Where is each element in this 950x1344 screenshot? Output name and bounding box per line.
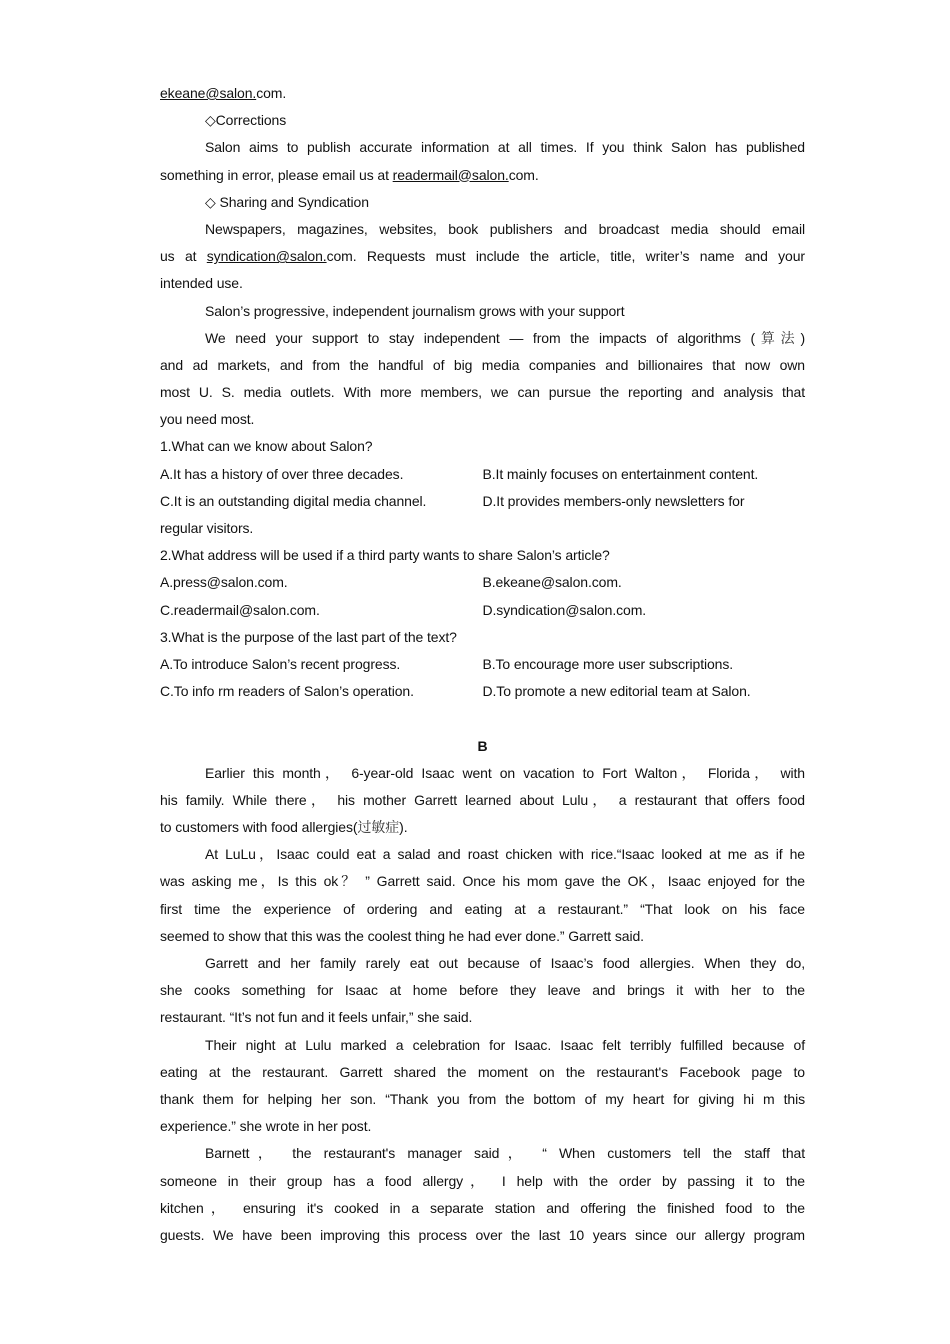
text-segment: Barnett， the restaurant's manager said， “ When customers tell the staff that (205, 1145, 805, 1162)
text-line (160, 1032, 805, 1059)
text-line (160, 298, 805, 325)
text-line (160, 515, 805, 542)
text-segment: regular visitors. (160, 520, 254, 536)
text-line (160, 1059, 805, 1086)
text-segment: ). (399, 819, 408, 836)
text-segment: guests. We have been improving this process over the last 10 years since our allergy program (160, 1226, 805, 1243)
text-segment: she cooks something for Isaac at home before they leave and brings it with her to the (160, 982, 805, 999)
text-line (160, 1222, 805, 1249)
text-segment: eating at the restaurant. Garrett shared the moment on the restaurant's Facebook page to (160, 1063, 805, 1080)
answer-option: C.To info rm readers of Salon’s operation. (160, 683, 414, 700)
email-link[interactable]: ekeane@salon. (160, 85, 257, 101)
text-segment: experience.” she wrote in her post. (160, 1118, 372, 1135)
text-segment: Earlier this month， 6-year-old Isaac went on vacation to Fort Walton， Florida， with (205, 764, 805, 781)
text-line (160, 1168, 805, 1195)
text-segment: We need your support to stay independent — from the impacts of algorithms ( (205, 329, 756, 346)
answer-option: B.ekeane@salon.com. (482, 574, 622, 591)
text-line (160, 624, 805, 651)
text-segment: kitchen， ensuring it's cooked in a separate station and offering the finished food to the (160, 1199, 805, 1216)
text-segment: restaurant. “It’s not fun and it feels unfair,” she said. (160, 1009, 473, 1026)
answer-options-row (160, 597, 805, 624)
email-link[interactable]: syndication@salon. (206, 248, 327, 265)
text-line (160, 107, 805, 134)
text-line (160, 705, 805, 732)
text-line (160, 379, 805, 406)
text-segment: ◇Corrections (205, 112, 287, 129)
text-line (160, 1140, 805, 1167)
text-segment: com. Requests must include the article, title, writer’s name and your (326, 248, 805, 265)
answer-options-row (160, 461, 805, 488)
text-line (160, 1004, 805, 1031)
text-segment: first time the experience of ordering and eating at a restaurant.” “That look on his face (160, 900, 805, 917)
text-line (160, 270, 805, 297)
text-segment: something in error, please email us at (160, 166, 393, 183)
text-segment: com. (256, 85, 287, 101)
text-line (160, 760, 805, 787)
text-segment: Garrett and her family rarely eat out because of Isaac’s food allergies. When they do, (205, 955, 805, 971)
text-line (160, 1195, 805, 1222)
text-line (160, 542, 805, 569)
document-page (160, 80, 805, 1249)
text-segment: was asking me，Is this ok？ ” Garrett said. Once his mom gave the OK，Isaac enjoyed for the (160, 873, 805, 890)
section-heading (160, 733, 805, 760)
text-line (160, 352, 805, 379)
text-segment: you need most. (160, 411, 255, 428)
answer-option: D.It provides members-only newsletters for (482, 492, 745, 509)
text-segment: 2.What address will be used if a third party wants to share Salon’s article? (160, 547, 610, 564)
text-line (160, 977, 805, 1004)
text-segment: 3.What is the purpose of the last part of the text? (160, 628, 457, 645)
text-line (160, 406, 805, 433)
text-segment: to customers with food allergies( (160, 819, 358, 836)
text-segment: intended use. (160, 275, 243, 292)
text-segment: Salon aims to publish accurate information at all times. If you think Salon has published (205, 139, 805, 156)
answer-option: D.syndication@salon.com. (482, 601, 647, 618)
text-line (160, 189, 805, 216)
text-line (160, 243, 805, 270)
text-line (160, 1086, 805, 1113)
text-segment: Newspapers, magazines, websites, book publishers and broadcast media should email (205, 220, 805, 237)
text-line (160, 814, 805, 841)
text-segment: someone in their group has a food allergy， I help with the order by passing it to the (160, 1172, 805, 1189)
text-line (160, 923, 805, 950)
text-segment: Salon’s progressive, independent journalism grows with your support (205, 302, 625, 319)
answer-options-row (160, 488, 805, 515)
text-segment: At LuLu，Isaac could eat a salad and roast chicken with rice.“Isaac looked at me as if he (205, 846, 805, 863)
answer-options-row (160, 569, 805, 596)
text-line (160, 134, 805, 161)
text-segment: seemed to show that this was the coolest thing he had ever done.” Garrett said. (160, 927, 644, 944)
text-segment: ) (800, 329, 805, 346)
answer-option: B.It mainly focuses on entertainment content. (482, 465, 759, 482)
text-segment: thank them for helping her son. “Thank you from the bottom of my heart for giving hi m this (160, 1090, 805, 1107)
text-segment: 过敏症 (357, 820, 400, 837)
text-line (160, 896, 805, 923)
answer-option: A.To introduce Salon’s recent progress. (160, 655, 401, 672)
text-segment: Their night at Lulu marked a celebration for Isaac. Isaac felt terribly fulfilled because of (205, 1036, 805, 1053)
text-line (160, 216, 805, 243)
text-segment: com. (508, 166, 539, 183)
text-line (160, 162, 805, 189)
text-line (160, 868, 805, 895)
text-line (160, 325, 805, 352)
text-line (160, 950, 805, 977)
text-segment: us at (160, 248, 207, 265)
answer-option: A.It has a history of over three decades. (160, 465, 404, 482)
answer-option: A.press@salon.com. (160, 574, 288, 591)
text-line (160, 1113, 805, 1140)
text-segment: most U. S. media outlets. With more members, we can pursue the reporting and analysis that (160, 384, 805, 401)
text-line (160, 787, 805, 814)
answer-options-row (160, 651, 805, 678)
text-segment: and ad markets, and from the handful of big media companies and billionaires that now own (160, 356, 805, 373)
answer-option: B.To encourage more user subscriptions. (482, 655, 734, 672)
text-segment: 算法 (755, 330, 801, 347)
answer-options-row (160, 678, 805, 705)
text-line (160, 80, 805, 107)
text-segment: ◇ Sharing and Syndication (205, 193, 369, 210)
text-line (160, 841, 805, 868)
text-line (160, 433, 805, 460)
text-segment: his family. While there， his mother Garrett learned about Lulu， a restaurant that offers food (160, 791, 805, 808)
email-link[interactable]: readermail@salon. (392, 166, 509, 183)
answer-option: C.readermail@salon.com. (160, 601, 320, 618)
answer-option: D.To promote a new editorial team at Salon. (482, 683, 751, 700)
text-segment: 1.What can we know about Salon? (160, 438, 373, 455)
answer-option: C.It is an outstanding digital media channel. (160, 492, 427, 509)
text-segment: B (477, 737, 488, 754)
